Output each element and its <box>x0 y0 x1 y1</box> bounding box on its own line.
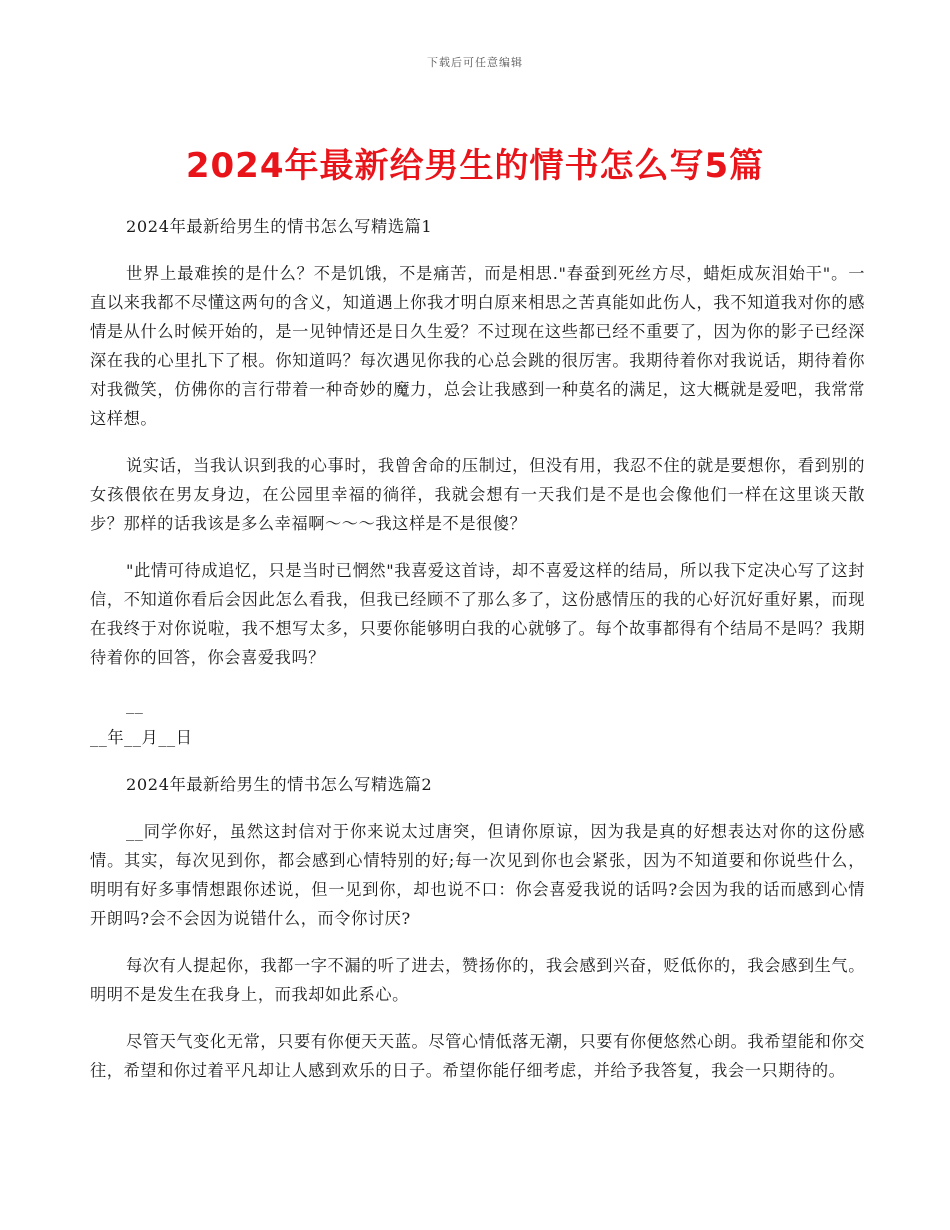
section-2-paragraph-1: __同学你好，虽然这封信对于你来说太过唐突，但请你原谅，因为我是真的好想表达对你的这份感情。其实，每次见到你，都会感到心情特别的好;每一次见到你也会紧张，因为不知道要和你说些什么，明明有好多事情想跟你述说，但一见到你，却也说不口：你会喜爱我说的话吗?会因为我的话而感到心情开朗吗?会不会因为说错什么，而令你讨厌? <box>90 822 865 928</box>
document-title: 2024年最新给男生的情书怎么写5篇 <box>185 146 765 186</box>
section-2-heading: 2024年最新给男生的情书怎么写精选篇2 <box>126 775 433 794</box>
section-1-paragraph-2: 说实话，当我认识到我的心事时，我曾舍命的压制过，但没有用，我忍不住的就是要想你，看到别的女孩偎依在男友身边，在公园里幸福的徜徉，我就会想有一天我们是不是也会像他们一样在这里谈天散步？那样的话我该是多么幸福啊～～～我这样是不是很傻？ <box>90 456 865 533</box>
signature-blank: __ <box>126 695 144 714</box>
section-1-heading: 2024年最新给男生的情书怎么写精选篇1 <box>126 217 433 236</box>
section-1-paragraph-3: "此情可待成追忆，只是当时已惘然"我喜爱这首诗，却不喜爱这样的结局，所以我下定决心写了这封信，不知道你看后会因此怎么看我，但我已经顾不了那么多了，这份感情压的我的心好沉好重好累，而现在我终于对你说啦，我不想写太多，只要你能够明白我的心就够了。每个故事都得有个结局不是吗？我期待着你的回答，你会喜爱我吗？ <box>90 561 865 667</box>
document-body <box>90 212 865 1103</box>
header-note: 下载后可任意编辑 <box>427 56 523 69</box>
section-1-paragraph-1: 世界上最难挨的是什么？不是饥饿，不是痛苦，而是相思."春蚕到死丝方尽，蜡炬成灰泪始干"。一直以来我都不尽懂这两句的含义，知道遇上你我才明白原来相思之苦真能如此伤人，我不知道我对你的感情是从什么时候开始的，是一见钟情还是日久生爱？不过现在这些都已经不重要了，因为你的影子已经深深在我的心里扎下了根。你知道吗？每次遇见你我的心总会跳的很厉害。我期待着你对我说话，期待着你对我微笑，仿佛你的言行带着一种奇妙的魔力，总会让我感到一种莫名的满足，这大概就是爱吧，我常常这样想。 <box>90 264 865 428</box>
date-line: __年__月__日 <box>90 728 193 747</box>
section-2-paragraph-2: 每次有人提起你，我都一字不漏的听了进去，赞扬你的，我会感到兴奋，贬低你的，我会感到生气。明明不是发生在我身上，而我却如此系心。 <box>90 956 865 1004</box>
section-2-paragraph-3: 尽管天气变化无常，只要有你便天天蓝。尽管心情低落无潮，只要有你便悠然心朗。我希望能和你交往，希望和你过着平凡却让人感到欢乐的日子。希望你能仔细考虑，并给予我答复，我会一只期待的。 <box>90 1032 865 1080</box>
